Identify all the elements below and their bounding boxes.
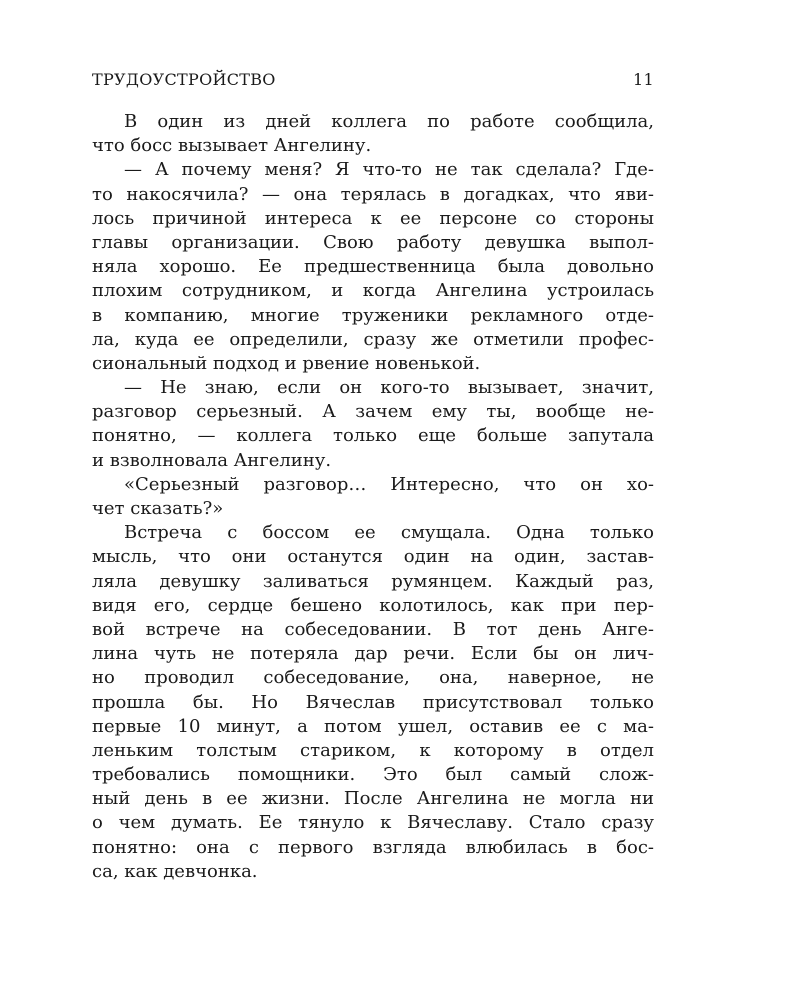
text-line: но проводил собеседование, она, наверное, не: [92, 667, 654, 689]
text-line: и взволновала Ангелину.: [92, 449, 332, 471]
text-line: первые 10 минут, а потом ушел, оставив ее с ма-: [92, 715, 654, 737]
text-line: ляла девушку заливаться румянцем. Каждый раз,: [92, 570, 654, 592]
text-line: прошла бы. Но Вячеслав присутствовал только: [92, 691, 654, 713]
text-line: В один из дней коллега по работе сообщила,: [124, 111, 654, 132]
body-text: [92, 110, 654, 884]
text-line: лина чуть не потеряла дар речи. Если бы он лич-: [92, 643, 654, 665]
chapter-title: ТРУДОУСТРОЙСТВО: [92, 70, 276, 89]
text-line: лось причиной интереса к ее персоне со стороны: [92, 207, 654, 229]
text-line: понятно: она с первого взгляда влюбилась в бос-: [92, 836, 654, 858]
text-line: мысль, что они останутся один на один, застав-: [92, 546, 654, 568]
text-line: «Серьезный разговор… Интересно, что он хо-: [124, 473, 654, 495]
text-line: — Не знаю, если он кого-то вызывает, значит,: [124, 377, 654, 399]
text-line: Встреча с боссом ее смущала. Одна только: [124, 522, 654, 544]
text-line: видя его, сердце бешено колотилось, как при пер-: [92, 594, 654, 616]
text-line: — А почему меня? Я что-то не так сделала? Где-: [124, 159, 654, 181]
text-line: о чем думать. Ее тянуло к Вячеславу. Стало сразу: [92, 812, 654, 834]
text-line: няла хорошо. Ее предшественница была довольно: [92, 256, 654, 278]
text-line: в компанию, многие труженики рекламного отде-: [92, 304, 654, 326]
text-line: сиональный подход и рвение новенькой.: [92, 352, 481, 374]
text-line: главы организации. Свою работу девушка выпол-: [92, 231, 654, 253]
text-line: леньким толстым стариком, к которому в отдел: [92, 739, 654, 761]
page-number: 11: [633, 70, 654, 89]
text-line: понятно, — коллега только еще больше запутала: [92, 425, 654, 447]
text-line: плохим сотрудником, и когда Ангелина устроилась: [92, 280, 654, 302]
text-line: чет сказать?»: [92, 498, 224, 519]
text-line: ный день в ее жизни. После Ангелина не могла ни: [92, 788, 654, 810]
text-line: ла, куда ее определили, сразу же отметили профес-: [92, 328, 654, 350]
text-line: что босс вызывает Ангелину.: [92, 135, 372, 157]
text-line: разговор серьезный. А зачем ему ты, вообще не-: [92, 401, 654, 423]
running-head: [92, 70, 654, 94]
text-line: вой встрече на собеседовании. В тот день Анге-: [92, 618, 654, 640]
text-line: са, как девчонка.: [92, 860, 258, 882]
text-line: требовались помощники. Это был самый слож-: [92, 764, 654, 786]
text-line: то накосячила? — она терялась в догадках, что яви-: [92, 183, 654, 205]
